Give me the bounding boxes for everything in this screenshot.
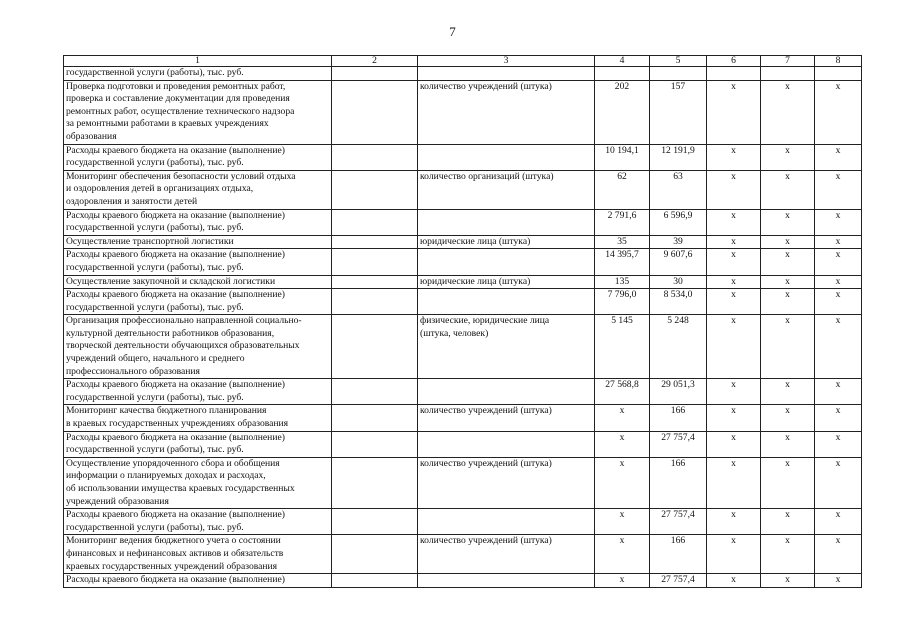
table-cell-col-5: 157 — [650, 80, 707, 144]
table-cell-col-8: x — [815, 405, 862, 431]
table-cell-col-8: x — [815, 574, 862, 588]
table-cell-col-2 — [332, 67, 418, 81]
table-row — [64, 315, 862, 379]
table-row — [64, 509, 862, 535]
table-cell-col-8: x — [815, 457, 862, 508]
table-row — [64, 379, 862, 405]
table-row — [64, 235, 862, 249]
table-cell-col-8: x — [815, 235, 862, 249]
table-cell-col-7: x — [761, 509, 815, 535]
table-cell-col-6: x — [707, 235, 761, 249]
table-cell-col-6: x — [707, 535, 761, 574]
table-cell-col-3 — [418, 144, 595, 170]
table-row — [64, 405, 862, 431]
table-cell-col-3 — [418, 289, 595, 315]
table-cell-col-1: государственной услуги (работы), тыс. руб. — [64, 67, 332, 81]
table-cell-col-5: 166 — [650, 457, 707, 508]
table-cell-col-6: x — [707, 574, 761, 588]
table-cell-col-3: юридические лица (штука) — [418, 235, 595, 249]
table-cell-col-2 — [332, 535, 418, 574]
table-body — [64, 67, 862, 588]
table-cell-col-8: x — [815, 315, 862, 379]
table-cell-col-7: x — [761, 170, 815, 209]
table-row — [64, 80, 862, 144]
table-cell-col-1: Мониторинг ведения бюджетного учета о состоянии финансовых и нефинансовых активов и обязательств краевых государственных учреждений образования — [64, 535, 332, 574]
table-cell-col-7: x — [761, 275, 815, 289]
table-cell-col-1: Расходы краевого бюджета на оказание (выполнение) государственной услуги (работы), тыс. руб. — [64, 289, 332, 315]
table-cell-col-8: x — [815, 249, 862, 275]
table-cell-col-6: x — [707, 275, 761, 289]
table-cell-col-4: x — [595, 535, 650, 574]
table-cell-col-6 — [707, 67, 761, 81]
table-cell-col-4: 14 395,7 — [595, 249, 650, 275]
table-cell-col-2 — [332, 249, 418, 275]
table-row — [64, 144, 862, 170]
table-cell-col-5: 6 596,9 — [650, 209, 707, 235]
table-cell-col-5: 63 — [650, 170, 707, 209]
table-cell-col-5: 166 — [650, 405, 707, 431]
table-header-row — [64, 56, 862, 67]
table-cell-col-2 — [332, 235, 418, 249]
table-cell-col-6: x — [707, 509, 761, 535]
table-cell-col-3 — [418, 249, 595, 275]
table-cell-col-5: 27 757,4 — [650, 509, 707, 535]
table-cell-col-8: x — [815, 170, 862, 209]
table-cell-col-5: 5 248 — [650, 315, 707, 379]
table-cell-col-3 — [418, 209, 595, 235]
table-cell-col-3 — [418, 509, 595, 535]
table-cell-col-1: Мониторинг качества бюджетного планирования в краевых государственных учреждениях образования — [64, 405, 332, 431]
table-cell-col-6: x — [707, 405, 761, 431]
table-cell-col-5: 27 757,4 — [650, 431, 707, 457]
table-cell-col-8: x — [815, 379, 862, 405]
table-cell-col-7: x — [761, 405, 815, 431]
table-cell-col-4: 5 145 — [595, 315, 650, 379]
table-cell-col-5: 166 — [650, 535, 707, 574]
table-cell-col-7: x — [761, 80, 815, 144]
table-cell-col-6: x — [707, 315, 761, 379]
table-cell-col-4: x — [595, 405, 650, 431]
table-cell-col-3: количество учреждений (штука) — [418, 457, 595, 508]
table-cell-col-1: Проверка подготовки и проведения ремонтных работ, проверка и составление документации для проведения ремонтных работ, осуществление технического надзора за ремонтными работами в краевых учреждениях образования — [64, 80, 332, 144]
table-row — [64, 67, 862, 81]
table-cell-col-6: x — [707, 170, 761, 209]
table-cell-col-6: x — [707, 457, 761, 508]
table-cell-col-4: 202 — [595, 80, 650, 144]
table-row — [64, 209, 862, 235]
table-cell-col-4: 7 796,0 — [595, 289, 650, 315]
table-cell-col-2 — [332, 209, 418, 235]
table-cell-col-2 — [332, 275, 418, 289]
table-cell-col-4: 27 568,8 — [595, 379, 650, 405]
table-cell-col-7: x — [761, 315, 815, 379]
table-cell-col-3 — [418, 574, 595, 588]
column-header-8: 8 — [815, 56, 862, 67]
table-row — [64, 574, 862, 588]
table-cell-col-7: x — [761, 249, 815, 275]
table-cell-col-2 — [332, 405, 418, 431]
table-cell-col-1: Расходы краевого бюджета на оказание (выполнение) государственной услуги (работы), тыс. руб. — [64, 144, 332, 170]
table-cell-col-4: x — [595, 431, 650, 457]
table-cell-col-2 — [332, 431, 418, 457]
table-cell-col-2 — [332, 170, 418, 209]
table-cell-col-4: 2 791,6 — [595, 209, 650, 235]
table-cell-col-1: Организация профессионально направленной социально- культурной деятельности работников образования, творческой деятельности обучающихся образовательных учреждений общего, начального и среднего профессионального образования — [64, 315, 332, 379]
table-row — [64, 289, 862, 315]
table-cell-col-7: x — [761, 457, 815, 508]
table-cell-col-3: количество учреждений (штука) — [418, 405, 595, 431]
table-row — [64, 431, 862, 457]
table-cell-col-1: Мониторинг обеспечения безопасности условий отдыха и оздоровления детей в организациях отдыха, оздоровления и занятости детей — [64, 170, 332, 209]
column-header-4: 4 — [595, 56, 650, 67]
table-cell-col-7: x — [761, 535, 815, 574]
table-row — [64, 249, 862, 275]
table-cell-col-6: x — [707, 431, 761, 457]
page-number: 7 — [449, 24, 456, 39]
table-cell-col-6: x — [707, 249, 761, 275]
table-row — [64, 535, 862, 574]
table-cell-col-1: Осуществление транспортной логистики — [64, 235, 332, 249]
column-header-3: 3 — [418, 56, 595, 67]
table-cell-col-3: физические, юридические лица (штука, человек) — [418, 315, 595, 379]
table-cell-col-6: x — [707, 80, 761, 144]
table-cell-col-5: 9 607,6 — [650, 249, 707, 275]
table-cell-col-8: x — [815, 289, 862, 315]
table-cell-col-5: 29 051,3 — [650, 379, 707, 405]
table-cell-col-6: x — [707, 289, 761, 315]
table-cell-col-8: x — [815, 209, 862, 235]
table-cell-col-3: юридические лица (штука) — [418, 275, 595, 289]
table-cell-col-7: x — [761, 289, 815, 315]
table-cell-col-2 — [332, 315, 418, 379]
table-cell-col-1: Расходы краевого бюджета на оказание (выполнение) государственной услуги (работы), тыс. руб. — [64, 431, 332, 457]
table-cell-col-4: x — [595, 574, 650, 588]
table-cell-col-7 — [761, 67, 815, 81]
column-header-2: 2 — [332, 56, 418, 67]
table-cell-col-7: x — [761, 379, 815, 405]
table-cell-col-3 — [418, 431, 595, 457]
table-cell-col-1: Расходы краевого бюджета на оказание (выполнение) государственной услуги (работы), тыс. руб. — [64, 209, 332, 235]
table-cell-col-4: x — [595, 457, 650, 508]
table-cell-col-8: x — [815, 80, 862, 144]
table-cell-col-7: x — [761, 574, 815, 588]
table-row — [64, 170, 862, 209]
table-cell-col-3 — [418, 379, 595, 405]
table-cell-col-1: Осуществление закупочной и складской логистики — [64, 275, 332, 289]
column-header-5: 5 — [650, 56, 707, 67]
table-cell-col-7: x — [761, 431, 815, 457]
column-header-6: 6 — [707, 56, 761, 67]
table-cell-col-8: x — [815, 431, 862, 457]
table-cell-col-3: количество учреждений (штука) — [418, 535, 595, 574]
table-cell-col-8 — [815, 67, 862, 81]
table-cell-col-1: Расходы краевого бюджета на оказание (выполнение) — [64, 574, 332, 588]
table-cell-col-4: 35 — [595, 235, 650, 249]
table-row — [64, 275, 862, 289]
table-cell-col-8: x — [815, 144, 862, 170]
table-cell-col-5: 27 757,4 — [650, 574, 707, 588]
table-cell-col-6: x — [707, 144, 761, 170]
table-cell-col-5: 8 534,0 — [650, 289, 707, 315]
table-cell-col-8: x — [815, 509, 862, 535]
table-cell-col-8: x — [815, 535, 862, 574]
table-cell-col-2 — [332, 574, 418, 588]
column-header-7: 7 — [761, 56, 815, 67]
table-cell-col-5 — [650, 67, 707, 81]
table-cell-col-4: 135 — [595, 275, 650, 289]
table-cell-col-2 — [332, 144, 418, 170]
table-cell-col-5: 30 — [650, 275, 707, 289]
table-cell-col-5: 39 — [650, 235, 707, 249]
table-cell-col-4 — [595, 67, 650, 81]
table-cell-col-5: 12 191,9 — [650, 144, 707, 170]
table-cell-col-1: Расходы краевого бюджета на оказание (выполнение) государственной услуги (работы), тыс. руб. — [64, 249, 332, 275]
table-cell-col-7: x — [761, 209, 815, 235]
table-cell-col-2 — [332, 509, 418, 535]
budget-table — [63, 55, 862, 588]
table-cell-col-4: 62 — [595, 170, 650, 209]
table-cell-col-1: Расходы краевого бюджета на оказание (выполнение) государственной услуги (работы), тыс. руб. — [64, 509, 332, 535]
table-cell-col-6: x — [707, 209, 761, 235]
table-cell-col-2 — [332, 80, 418, 144]
table-cell-col-8: x — [815, 275, 862, 289]
table-row — [64, 457, 862, 508]
table-cell-col-6: x — [707, 379, 761, 405]
table-cell-col-2 — [332, 457, 418, 508]
table-cell-col-4: x — [595, 509, 650, 535]
table-cell-col-7: x — [761, 235, 815, 249]
table-cell-col-1: Осуществление упорядоченного сбора и обобщения информации о планируемых доходах и расходах, об использовании имущества краевых государственных учреждений образования — [64, 457, 332, 508]
table-cell-col-3: количество организаций (штука) — [418, 170, 595, 209]
table-cell-col-4: 10 194,1 — [595, 144, 650, 170]
table-cell-col-1: Расходы краевого бюджета на оказание (выполнение) государственной услуги (работы), тыс. руб. — [64, 379, 332, 405]
table-cell-col-7: x — [761, 144, 815, 170]
table-cell-col-3 — [418, 67, 595, 81]
table-cell-col-3: количество учреждений (штука) — [418, 80, 595, 144]
table-cell-col-2 — [332, 289, 418, 315]
column-header-1: 1 — [64, 56, 332, 67]
table-cell-col-2 — [332, 379, 418, 405]
